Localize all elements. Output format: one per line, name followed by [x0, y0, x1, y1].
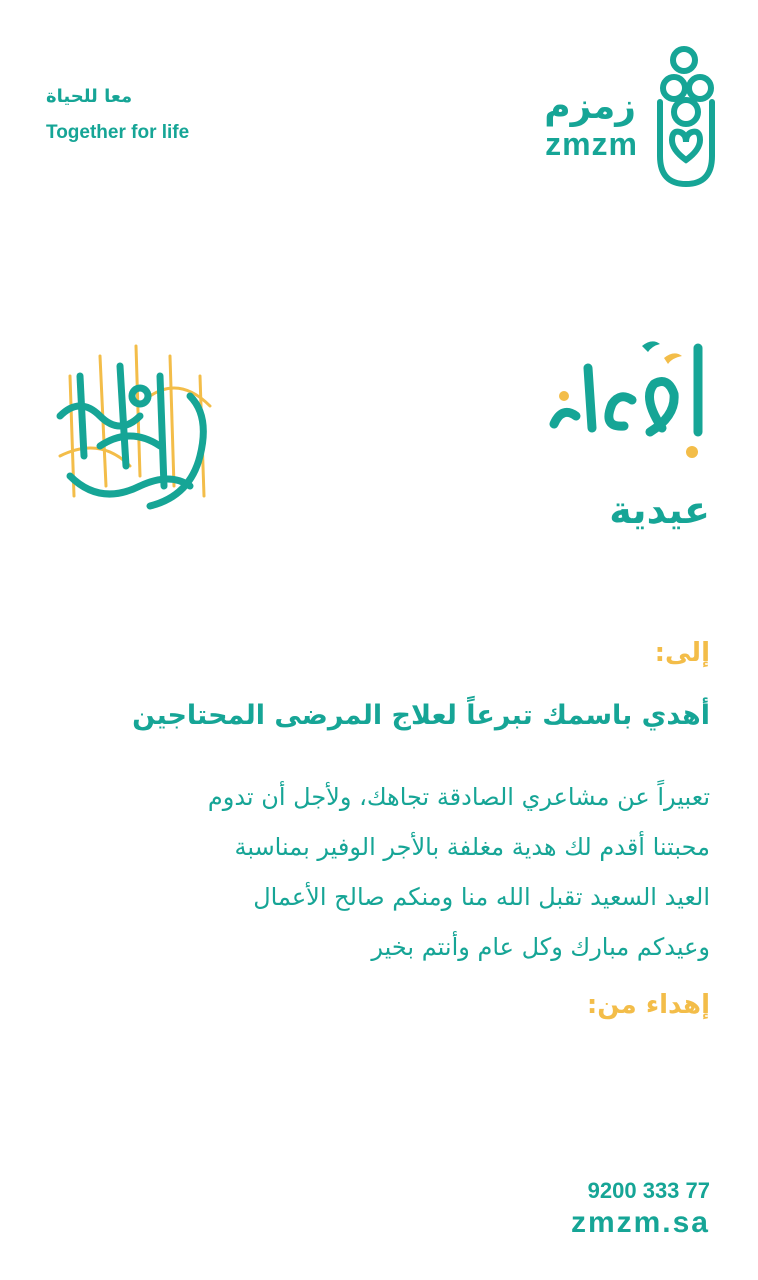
eid-mubarak-calligraphy-icon [40, 336, 230, 526]
gift-message-line: العيد السعيد تقبل الله منا ومنكم صالح الأعمال [253, 883, 710, 911]
from-label: إهداء من: [586, 990, 710, 1020]
gift-message-line: وعيدكم مبارك وكل عام وأنتم بخير [371, 933, 710, 961]
gift-message-line: تعبيراً عن مشاعري الصادقة تجاهك، ولأجل أن تدوم [207, 783, 710, 811]
gift-message [90, 772, 710, 972]
tagline-english: Together for life [46, 122, 190, 143]
ihdaa-calligraphy [542, 328, 712, 468]
logo-text-english: zmzm [545, 126, 638, 162]
to-label: إلى: [654, 638, 710, 668]
eidiya-subtitle: عيدية [609, 488, 710, 532]
gift-headline: أهدي باسمك تبرعاً لعلاج المرضى المحتاجين [132, 700, 710, 731]
logo-text-arabic: زمزم [544, 86, 636, 127]
zmzm-logo [528, 44, 718, 194]
tagline-arabic: معا للحياة [46, 86, 133, 107]
website-link[interactable]: zmzm.sa [570, 1206, 710, 1239]
zmzm-logo-icon [644, 44, 718, 194]
phone-number[interactable]: 9200 333 77 [587, 1178, 710, 1203]
gift-message-line: محبتنا أقدم لك هدية مغلفة بالأجر الوفير بمناسبة [234, 833, 710, 861]
